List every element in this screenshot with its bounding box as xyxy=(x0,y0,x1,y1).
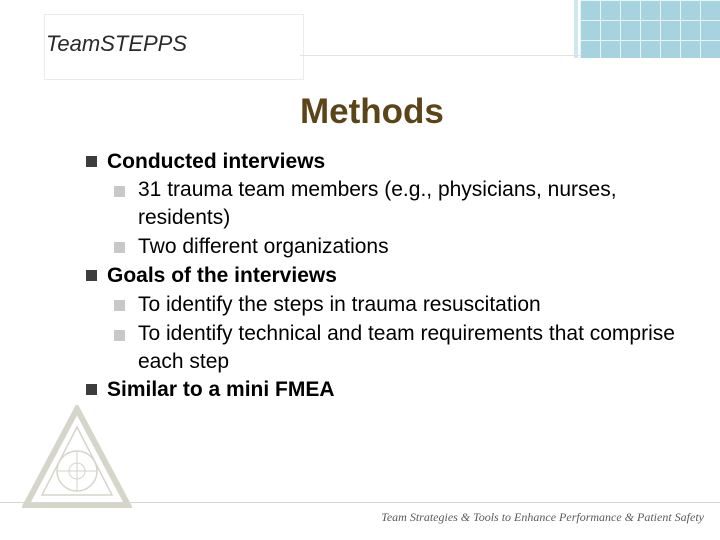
bullet-list xyxy=(86,148,696,404)
sub-bullet-team-members xyxy=(86,176,696,232)
footer-divider xyxy=(0,502,720,503)
sub-bullet-marker xyxy=(114,330,125,341)
bullet-conducted-interviews xyxy=(86,148,696,176)
sub-bullet-organizations xyxy=(86,232,696,262)
bullet-mini-fmea xyxy=(86,376,696,404)
sub-bullet-marker xyxy=(114,186,125,197)
sub-bullet-text: To identify the steps in trauma resuscitation xyxy=(138,293,541,316)
bullet-text: Goals of the interviews xyxy=(107,264,337,287)
bullet-text: Conducted interviews xyxy=(107,150,326,173)
footer-tagline: Team Strategies & Tools to Enhance Performance & Patient Safety xyxy=(381,510,704,524)
teamstepps-logo: TeamSTEPPS xyxy=(46,31,188,56)
header-divider xyxy=(300,55,580,56)
sub-bullet-text: 31 trauma team members (e.g., physicians, nurses, residents) xyxy=(138,178,617,229)
corner-strip xyxy=(574,0,578,58)
sub-bullet-identify-requirements xyxy=(86,320,696,376)
bullet-marker xyxy=(86,270,97,281)
sub-bullet-identify-steps xyxy=(86,290,696,320)
bullet-marker xyxy=(86,156,97,167)
bullet-text: Similar to a mini FMEA xyxy=(107,378,335,401)
bullet-marker xyxy=(86,384,97,395)
bullet-goals xyxy=(86,262,696,290)
slide-title: Methods xyxy=(300,92,444,131)
teamstepps-triangle-logo-icon xyxy=(22,405,132,515)
sub-bullet-text: To identify technical and team requirements that comprise each step xyxy=(138,322,675,373)
corner-grid-decoration xyxy=(580,0,720,58)
sub-bullet-marker xyxy=(114,300,125,311)
sub-bullet-marker xyxy=(114,242,125,253)
sub-bullet-text: Two different organizations xyxy=(138,235,389,258)
